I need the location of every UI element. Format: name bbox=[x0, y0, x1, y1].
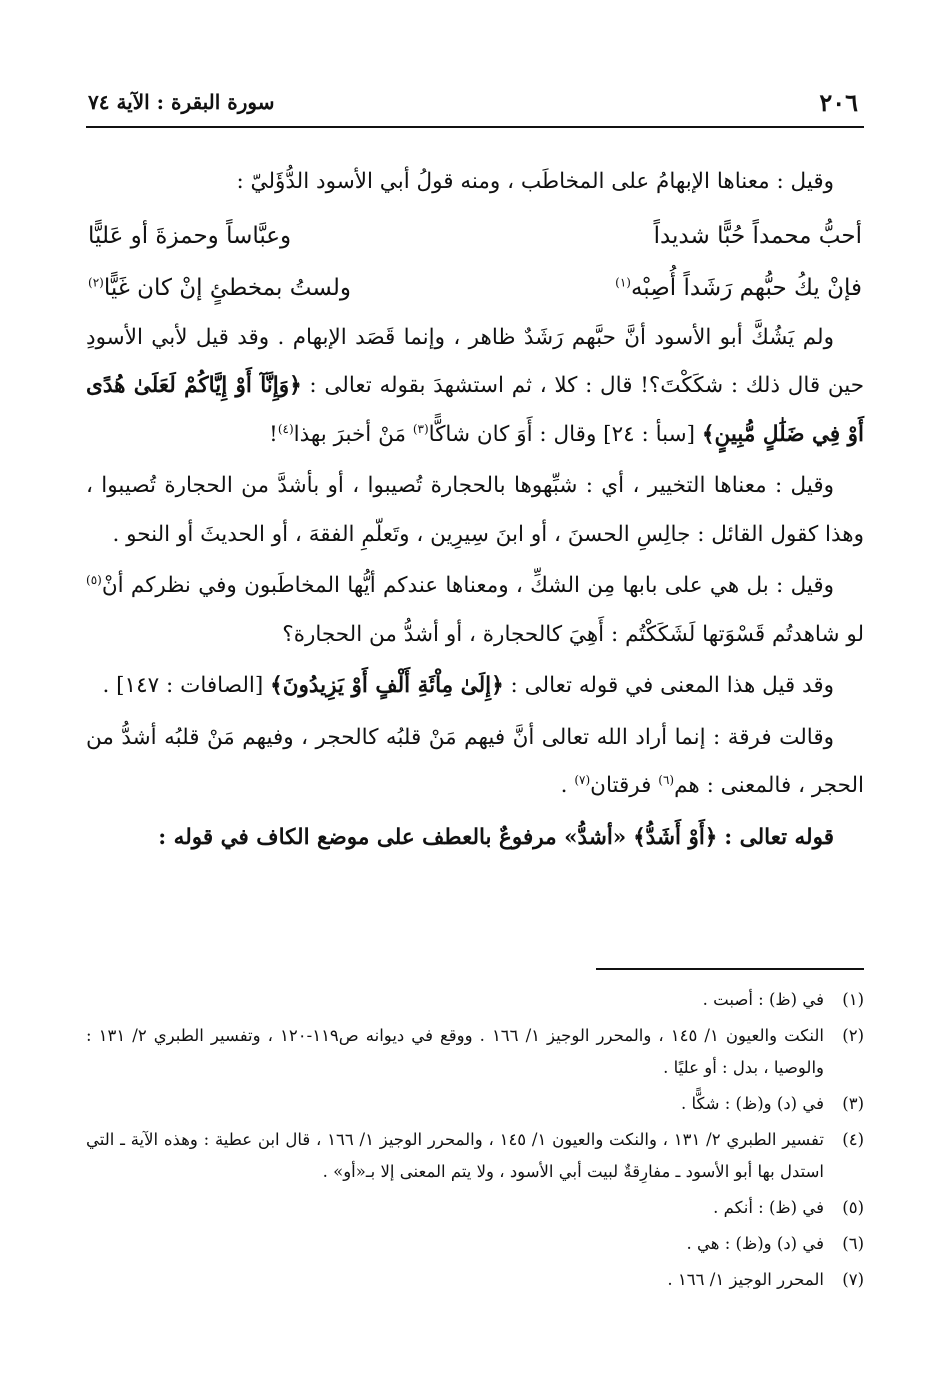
paragraph-2-text-c: مَنْ أخبرَ بهذا bbox=[293, 421, 406, 447]
footnote-number: (٣) bbox=[842, 1094, 864, 1113]
page-number: ٢٠٦ bbox=[819, 88, 858, 117]
footnote-item bbox=[86, 1124, 864, 1188]
footnotes bbox=[86, 984, 864, 1300]
footnote-number: (٥) bbox=[842, 1198, 864, 1217]
page-header bbox=[86, 86, 864, 128]
footnote-ref-7[interactable]: (٧) bbox=[574, 772, 591, 787]
paragraph-2-text-b: [سبأ : ٢٤] وقال : أَوَ كان شاكًّا bbox=[428, 421, 696, 447]
paragraph-7-text-b: «أشدُّ» مرفوعٌ بالعطف على موضع الكاف في قوله : bbox=[158, 824, 627, 850]
footnote-text: في (د) و(ظ) : هي . bbox=[686, 1234, 824, 1253]
paragraph-2-text-a: ولم يَشُكَّ أبو الأسود أنَّ حبَّهم رَشَدٌ ظاهر ، وإنما قَصَد الإبهام . وقد قيل لأبي الأسودِ حين قال ذلك : شكَكْتَ؟! قال : كلا ، ثم استشهدَ بقوله تعالى : bbox=[86, 324, 865, 398]
footnote-ref-3[interactable]: (٣) bbox=[412, 421, 429, 436]
quran-verse-ashadd: ﴿أَوْ أَشَدُّ﴾ bbox=[633, 824, 718, 850]
footnote-divider bbox=[596, 968, 864, 970]
paragraph-6-text-b: فرقتان bbox=[590, 773, 652, 798]
paragraph-6-text-a: وقالت فرقة : إنما أراد الله تعالى أنَّ فيهم مَنْ قلبُه كالحجر ، وفيهم مَنْ قلبُه أشدُّ من الحجر ، فالمعنى : هم bbox=[86, 724, 864, 798]
paragraph-1: وقيل : معناها الإبهامُ على المخاطَب ، ومنه قولُ أبي الأسود الدُّؤَليّ : bbox=[236, 169, 834, 194]
verse-2-second-hemistich bbox=[88, 262, 351, 314]
footnote-text: المحرر الوجيز ١/ ١٦٦ . bbox=[667, 1270, 824, 1289]
paragraph-2 bbox=[86, 314, 864, 460]
footnote-item bbox=[86, 1228, 864, 1260]
footnote-text: في (ظ) : أصبت . bbox=[702, 990, 824, 1009]
footnote-ref-6[interactable]: (٦) bbox=[658, 772, 675, 787]
quran-verse-saffat: ﴿إِلَىٰ مِاْئَةِ أَلْفٍ أَوْ يَزِيدُونَ﴾ bbox=[270, 673, 504, 698]
main-text bbox=[86, 158, 864, 865]
footnote-number: (٦) bbox=[842, 1234, 864, 1253]
verse-1-first-hemistich: أحبُّ محمداً حُبًّا شديداً bbox=[653, 222, 862, 249]
verse-1-second-hemistich: وعبَّاساً وحمزةَ أو عَليًّا bbox=[88, 222, 292, 249]
footnote-ref-1[interactable]: (١) bbox=[615, 274, 631, 289]
verse-2-second-text: ولستُ بمخطئٍ إنْ كان غَيًّا bbox=[103, 274, 351, 301]
paragraph-7-lead: قوله تعالى : bbox=[724, 824, 834, 850]
poem-verse-2 bbox=[86, 262, 864, 314]
footnote-text: في (ظ) : أنكم . bbox=[713, 1198, 824, 1217]
paragraph-5-text-b: [الصافات : ١٤٧] . bbox=[102, 673, 264, 698]
footnote-text: في (د) و(ظ) : شكًّا . bbox=[681, 1094, 824, 1113]
footnote-item bbox=[86, 1264, 864, 1296]
paragraph-6 bbox=[86, 714, 864, 811]
quran-verse-saba: ﴿وَإِنَّآ أَوْ إِيَّاكُمْ لَعَلَىٰ هُدًى أَوْ فِي ضَلَٰلٍ مُّبِينٍ﴾ bbox=[86, 373, 864, 447]
footnote-number: (٧) bbox=[842, 1270, 864, 1289]
paragraph-6-text-c: . bbox=[560, 773, 568, 798]
paragraph-5-text-a: وقد قيل هذا المعنى في قوله تعالى : bbox=[510, 673, 834, 698]
footnote-item bbox=[86, 1020, 864, 1084]
paragraph-3: وقيل : معناها التخيير ، أي : شبِّهوها بالحجارة تُصيبوا ، أو بأشدَّ من الحجارة تُصيبوا ، وهذا كقول القائل : جالِسِ الحسنَ ، أو ابنَ سِيرِين ، وتَعلّمِ الفقهَ ، أو الحديثَ أو النحو . bbox=[86, 473, 864, 547]
poem-verse-1 bbox=[86, 210, 864, 262]
running-title: سورة البقرة : الآية ٧٤ bbox=[88, 90, 275, 114]
footnote-text: تفسير الطبري ٢/ ١٣١ ، والنكت والعيون ١/ ١٤٥ ، والمحرر الوجيز ١/ ١٦٦ ، قال ابن عطية : وهذه الآية ـ التي استدل بها أبو الأسود ـ مفارِقةٌ لبيت أبي الأسود ، ولا يتم المعنى إلا بـ«أو» . bbox=[86, 1130, 824, 1181]
paragraph-4-text-b: لو شاهدتُم قَسْوَتها لَشَكَكْتُم : أَهِيَ كالحجارة ، أو أشدُّ من الحجارة؟ bbox=[282, 621, 864, 647]
paragraph-4 bbox=[86, 562, 864, 659]
paragraph-5 bbox=[86, 662, 864, 711]
footnote-item bbox=[86, 1088, 864, 1120]
footnote-ref-4[interactable]: (٤) bbox=[277, 421, 294, 436]
footnote-ref-2[interactable]: (٢) bbox=[88, 274, 104, 289]
paragraph-2-text-d: ! bbox=[269, 421, 278, 447]
footnote-number: (٤) bbox=[842, 1130, 864, 1149]
footnote-item bbox=[86, 1192, 864, 1224]
footnote-item bbox=[86, 984, 864, 1016]
paragraph-7 bbox=[86, 814, 864, 863]
paragraph-4-text-a: وقيل : بل هي على بابها مِن الشكِّ ، ومعناها عندكم أيُّها المخاطَبون وفي نظركم أنْ bbox=[101, 573, 834, 598]
footnote-text: النكت والعيون ١/ ١٤٥ ، والمحرر الوجيز ١/ ١٦٦ . ووقع في ديوانه ص١١٩-١٢٠ ، وتفسير الطبري ٢/ ١٣١ : والوصيا ، بدل : أو عليًا . bbox=[86, 1026, 824, 1077]
verse-2-first-hemistich bbox=[615, 262, 862, 314]
footnote-ref-5[interactable]: (٥) bbox=[86, 572, 102, 587]
footnote-number: (٢) bbox=[842, 1026, 864, 1045]
verse-2-first-text: فإنْ يكُ حبُّهم رَشَداً أُصِبْه bbox=[630, 274, 862, 301]
footnote-number: (١) bbox=[842, 990, 864, 1009]
